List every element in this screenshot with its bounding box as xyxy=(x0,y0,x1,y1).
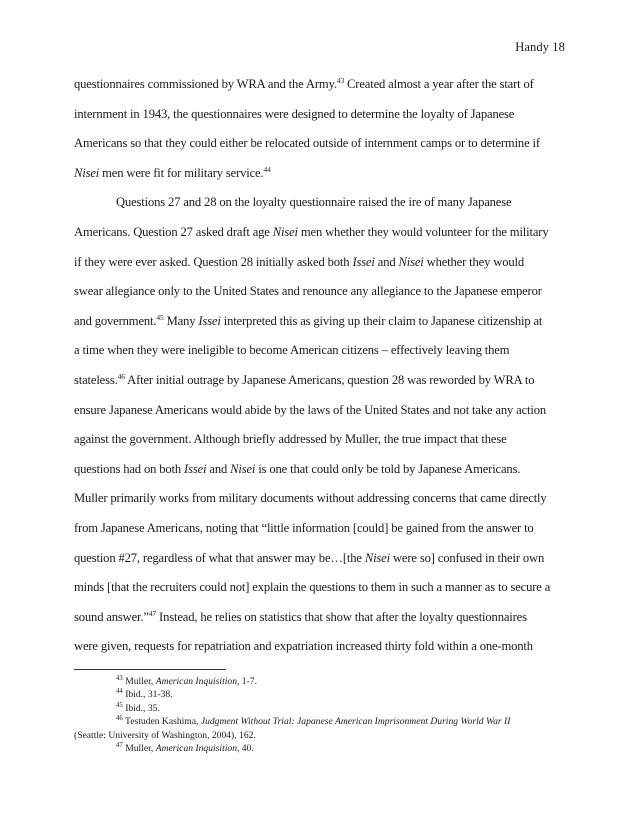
body-line xyxy=(74,632,566,662)
footnote-line xyxy=(74,702,566,715)
footnote-ref: 45 xyxy=(116,701,123,709)
footnote-ref: 46 xyxy=(116,715,123,723)
body-line xyxy=(74,248,566,278)
footnotes xyxy=(74,675,566,755)
body-line xyxy=(74,544,566,574)
body-line xyxy=(74,277,566,307)
footnote-line xyxy=(74,729,566,742)
italic-text: Nisei xyxy=(272,224,298,239)
text-run: and government. xyxy=(74,313,157,328)
text-run: 1-7. xyxy=(239,676,257,687)
footnote-ref: 44 xyxy=(116,688,123,696)
body-line xyxy=(74,218,566,248)
text-run: stateless. xyxy=(74,372,118,387)
running-head: Handy 18 xyxy=(515,40,565,54)
footnote-line xyxy=(74,675,566,688)
body-text xyxy=(74,70,566,662)
text-run: a time when they were ineligible to become American citizens – effectively leaving them xyxy=(74,343,510,358)
text-run: ensure Japanese Americans would abide by the laws of the United States and not take any action xyxy=(74,402,547,417)
italic-text: Nisei xyxy=(364,550,390,565)
text-run: were given, requests for repatriation and expatriation increased thirty fold within a one-month xyxy=(74,639,533,654)
text-run: and xyxy=(206,461,231,476)
text-run: swear allegiance only to the United States and renounce any allegiance to the Japanese emperor xyxy=(74,284,542,299)
body-line xyxy=(74,366,566,396)
italic-text: Nisei xyxy=(74,165,100,180)
italic-text: American Inquisition, xyxy=(155,743,240,755)
text-run: After initial outrage by Japanese Americans, question 28 was reworded by WRA to xyxy=(124,372,535,387)
body-line xyxy=(74,603,566,633)
text-run: men were fit for military service. xyxy=(99,165,264,180)
footnote-ref: 47 xyxy=(116,741,123,749)
footnote-line xyxy=(74,688,566,701)
footnote-separator xyxy=(74,669,226,670)
text-run: Testuden Kashima, xyxy=(122,716,201,728)
italic-text: American Inquisition, xyxy=(155,676,240,687)
text-run: Americans. Question 27 asked draft age xyxy=(74,224,273,239)
text-run: Many xyxy=(163,313,199,328)
italic-text: Nisei xyxy=(398,254,424,269)
text-run: Muller, xyxy=(122,743,156,755)
text-run: questionnaires commissioned by WRA and the Army. xyxy=(74,77,337,91)
text-run: 40. xyxy=(239,743,254,755)
text-run: were so] confused in their own xyxy=(389,550,545,565)
body-line xyxy=(74,100,566,130)
text-run: Ibid., 35. xyxy=(122,702,160,714)
text-run: Created almost a year after the start of xyxy=(344,77,534,91)
text-run: whether they would xyxy=(423,254,524,269)
text-run: and xyxy=(374,254,399,269)
footnote-line xyxy=(74,715,566,728)
italic-text: Issei xyxy=(198,313,221,328)
text-run: sound answer.” xyxy=(74,609,149,624)
footnote-line xyxy=(74,742,566,755)
footnote-ref: 43 xyxy=(336,75,345,85)
text-run: internment in 1943, the questionnaires were designed to determine the loyalty of Japanese xyxy=(74,106,515,121)
body-line xyxy=(74,70,566,100)
footnote-ref: 45 xyxy=(156,312,164,322)
text-run: (Seattle: University of Washington, 2004), 162. xyxy=(74,729,256,741)
body-line xyxy=(74,188,566,218)
text-run: Ibid., 31-38. xyxy=(122,689,173,701)
body-line xyxy=(74,484,566,514)
text-run: question #27, regardless of what that answer may be…[the xyxy=(74,550,365,565)
body-line xyxy=(74,159,566,189)
italic-text: Issei xyxy=(184,461,207,476)
text-run: questions had on both xyxy=(74,461,185,476)
body-line xyxy=(74,573,566,603)
body-line xyxy=(74,455,566,485)
text-run: Instead, he relies on statistics that show that after the loyalty questionnaires xyxy=(156,609,527,624)
text-run: interpreted this as giving up their claim to Japanese citizenship at xyxy=(220,313,543,328)
text-run: is one that could only be told by Japanese Americans. xyxy=(255,461,521,476)
text-run: minds [that the recruiters could not] explain the questions to them in such a manner as to secure a xyxy=(74,580,551,595)
body-line xyxy=(74,514,566,544)
footnote-ref: 43 xyxy=(116,674,123,682)
text-run: Questions 27 and 28 on the loyalty questionnaire raised the ire of many Japanese xyxy=(116,195,512,210)
text-run: if they were ever asked. Question 28 initially asked both xyxy=(74,254,353,269)
text-run: from Japanese Americans, noting that “little information [could] be gained from the answer to xyxy=(74,520,534,535)
body-line xyxy=(74,425,566,455)
text-run: Americans so that they could either be relocated outside of internment camps or to determine if xyxy=(74,136,540,151)
footnote-ref: 46 xyxy=(117,371,125,381)
footnote-ref: 47 xyxy=(148,608,157,618)
body-line xyxy=(74,396,566,426)
body-line xyxy=(74,307,566,337)
body-line xyxy=(74,129,566,159)
text-run: against the government. Although briefly addressed by Muller, the true impact that these xyxy=(74,432,507,447)
text-run: Muller, xyxy=(122,676,156,687)
text-run: men whether they would volunteer for the military xyxy=(297,224,549,239)
italic-text: Nisei xyxy=(230,461,256,476)
footnote-ref: 44 xyxy=(263,164,271,174)
body-line xyxy=(74,336,566,366)
italic-text: Judgment Without Trial: Japanese American Imprisonment During World War II xyxy=(200,716,511,728)
text-run: Muller primarily works from military documents without addressing concerns that came directly xyxy=(74,491,547,506)
italic-text: Issei xyxy=(352,254,375,269)
